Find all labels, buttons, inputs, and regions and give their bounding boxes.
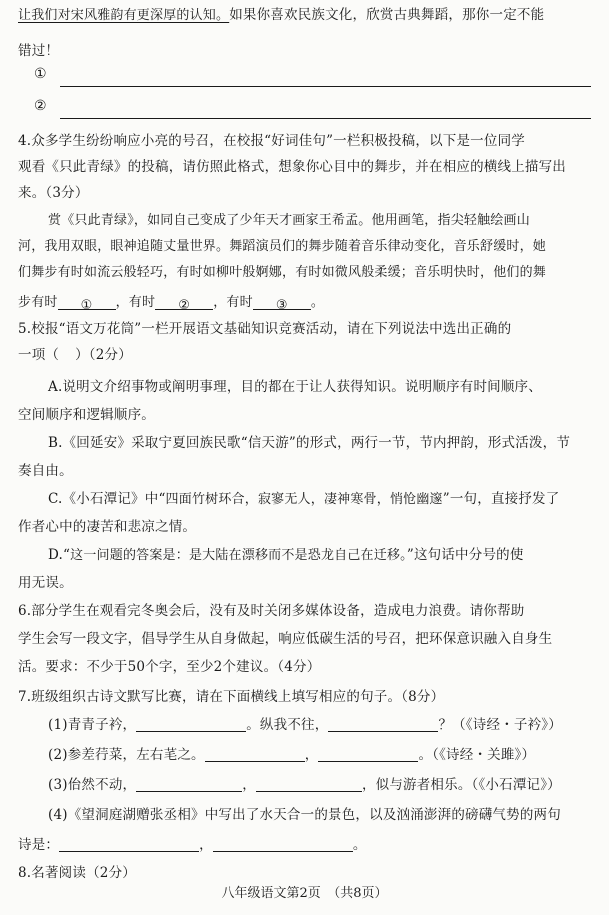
q7-blank-4b[interactable] (213, 835, 353, 852)
underlined-sentence: 让我们对宋风雅韵有更深厚的认知。 (18, 8, 230, 23)
q7-blank-3b[interactable] (256, 775, 362, 792)
q4-blank-2[interactable]: ② (155, 293, 213, 310)
q6-line-3: 活。要求：不少于50个字，至少2个建议。（4分） (18, 659, 321, 675)
q5-option-b-2: 奏自由。 (18, 463, 73, 479)
q7-blank-2a[interactable] (205, 745, 305, 762)
q7-blank-2b[interactable] (318, 745, 418, 762)
page-footer: 八年级语文第2页 （共8页） (221, 886, 388, 901)
q5-option-b-1: B.《回延安》采取宁夏回族民歌“信天游”的形式，两行一节，节内押韵，形式活泼，节 (48, 435, 571, 451)
q5-option-a-2: 空间顺序和逻辑顺序。 (18, 407, 155, 423)
q8-line-1: 8.名著阅读（2分） (18, 865, 136, 881)
q7-blank-4a[interactable] (59, 835, 199, 852)
q7-sentence-4-line-2: 诗是： ， 。 (18, 837, 367, 853)
q7-blank-1b[interactable] (328, 715, 438, 732)
q4-passage-4: 步有时 ① ，有时 ② ，有时 ③ 。 (18, 295, 325, 313)
q4-passage-1: 赏《只此青绿》，如同自己变成了少年天才画家王希孟。他用画笔，指尖轻触绘画山 (48, 213, 530, 228)
q4-passage-3: 们舞步有时如流云般轻巧，有时如柳叶般婀娜，有时如微风般柔缓；音乐明快时，他们的舞 (18, 265, 547, 280)
answer-marker-2: ② (34, 98, 47, 114)
q7-blank-3a[interactable] (136, 775, 242, 792)
intro-line-2: 错过！ (18, 43, 60, 59)
q7-sentence-2: (2)参差荇菜，左右芼之。 ， 。（《诗经・关雎》） (48, 747, 536, 763)
q5-option-c-2: 作者心中的凄苦和悲凉之情。 (18, 519, 197, 535)
answer-marker-1: ① (34, 66, 47, 82)
answer-line-1[interactable] (60, 86, 591, 87)
q4-line-1: 4.众多学生纷纷响应小亮的号召，在校报“好词佳句”一栏积极投稿，以下是一位同学 (18, 133, 525, 149)
q5-answer-slot[interactable] (59, 346, 75, 362)
q4-passage-2: 河，我用双眼，眼神追随丈量世界。舞蹈演员们的舞步随着音乐律动变化，音乐舒缓时，她 (18, 239, 547, 254)
q5-option-a-1: A.说明文介绍事物或阐明事理，目的都在于让人获得知识。说明顺序有时间顺序、 (48, 379, 542, 395)
q5-option-c-1: C.《小石潭记》中“四面竹树环合，寂寥无人，凄神寒骨，悄怆幽邃”一句，直接抒发了 (48, 491, 560, 507)
q7-line-1: 7.班级组织古诗文默写比赛，请在下面横线上填写相应的句子。（8分） (18, 689, 445, 705)
q5-option-d-1: D.“这一问题的答案是：是大陆在漂移而不是恐龙自己在迁移。”这句话中分号的使 (48, 547, 524, 563)
q4-blank-3[interactable]: ③ (253, 293, 311, 310)
q4-line-3: 来。（3分） (18, 185, 89, 201)
q7-blank-1a[interactable] (136, 715, 246, 732)
q6-line-2: 学生会写一段文字，倡导学生从自身做起，响应低碳生活的号召，把环保意识融入自身生 (18, 631, 553, 647)
q4-line-2: 观看《只此青绿》的投稿，请仿照此格式，想象你心目中的舞步，并在相应的横线上描写出 (18, 159, 566, 175)
q4-blank-1[interactable]: ① (58, 293, 116, 310)
q7-sentence-4-line-1: (4)《望洞庭湖赠张丞相》中写出了水天合一的景色，以及汹涌澎湃的磅礴气势的两句 (48, 807, 561, 823)
q5-line-1: 5.校报“语文万花筒”一栏开展语文基础知识竞赛活动，请在下列说法中选出正确的 (18, 321, 512, 337)
q7-sentence-3: (3)佁然不动， ， ，似与游者相乐。（《小石潭记》） (48, 777, 561, 793)
answer-line-2[interactable] (60, 118, 591, 119)
q7-sentence-1: (1)青青子衿， 。纵我不往， ？（《诗经・子衿》） (48, 717, 562, 733)
q5-option-d-2: 用无误。 (18, 575, 73, 591)
q6-line-1: 6.部分学生在观看完冬奥会后，没有及时关闭多媒体设备，造成电力浪费。请你帮助 (18, 603, 525, 619)
q5-line-2: 一项（ ）（2分） (18, 347, 132, 363)
intro-line-1: 让我们对宋风雅韵有更深厚的认知。如果你喜欢民族文化，欣赏古典舞蹈，那你一定不能 (18, 7, 545, 23)
